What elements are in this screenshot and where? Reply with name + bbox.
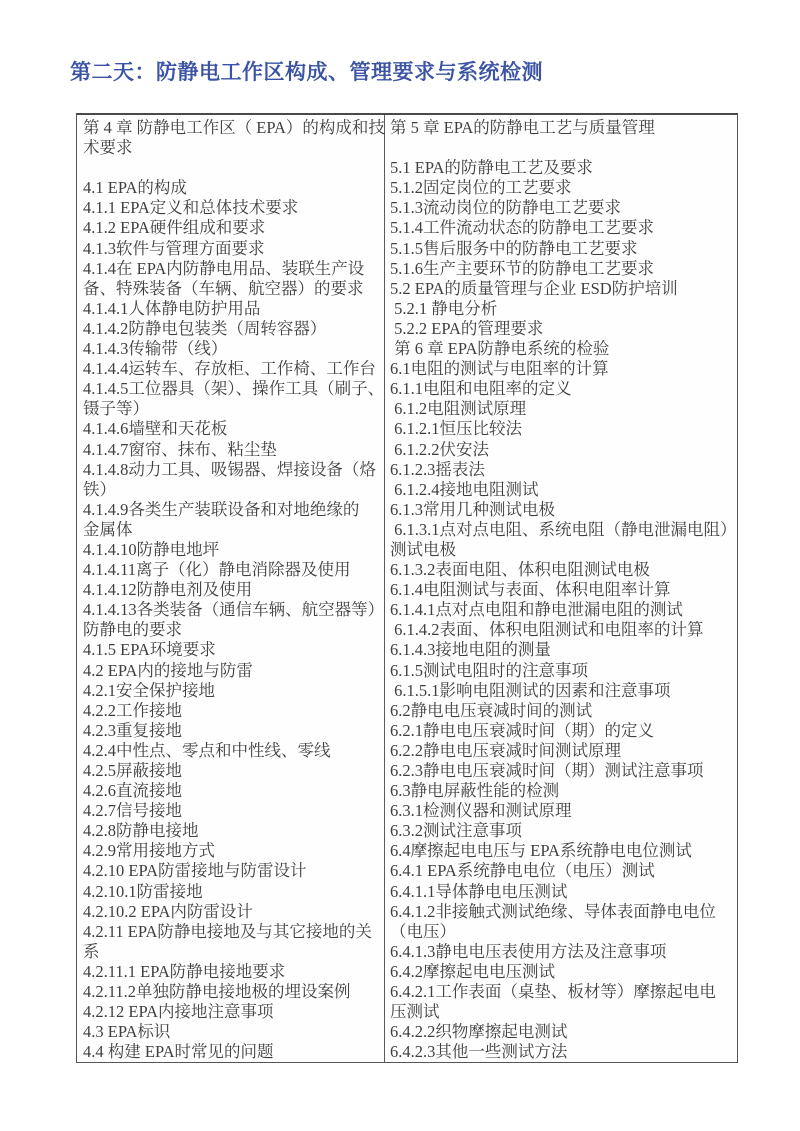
outline-line: 6.1.2电阻测试原理 (390, 399, 527, 419)
outline-line: 4.1.3软件与管理方面要求 (83, 238, 265, 258)
outline-line: 6.4摩擦起电电压与 EPA系统静电电位测试 (390, 841, 692, 861)
outline-line: 6.1.3.1点对点电阻、系统电阻（静电泄漏电阻） (390, 519, 737, 539)
outline-line: 6.1.5.1影响电阻测试的因素和注意事项 (390, 680, 671, 700)
outline-line: 4.1.4.10防静电地坪 (83, 539, 220, 559)
outline-line: 测试电极 (390, 539, 456, 559)
outline-line: 6.4.1.3静电电压表使用方法及注意事项 (390, 941, 667, 961)
outline-line: 4.1.4在 EPA内防静电用品、装联生产设 (83, 258, 365, 278)
outline-line: 4.2.7信号接地 (83, 801, 182, 821)
outline-line: 6.4.2.3其他一些测试方法 (390, 1042, 568, 1062)
outline-line: 5.1.5售后服务中的防静电工艺要求 (390, 238, 638, 258)
outline-line: 第 6 章 EPA防静电系统的检验 (390, 339, 610, 359)
outline-line: 4.1.5 EPA环境要求 (83, 640, 216, 660)
outline-line: 6.4.1.2非接触式测试绝缘、导体表面静电电位 (390, 901, 716, 921)
outline-line: 4.1.4.4运转车、存放柜、工作椅、工作台 (83, 359, 376, 379)
outline-line: 6.2.1静电电压衰减时间（期）的定义 (390, 720, 654, 740)
outline-column-chapter4 (77, 115, 385, 1062)
outline-line: 6.1.1电阻和电阻率的定义 (390, 379, 572, 399)
outline-line: 备、特殊装备（车辆、航空器）的要求 (83, 278, 364, 298)
outline-line: 4.1.4.1人体静电防护用品 (83, 298, 261, 318)
outline-line: 5.1.6生产主要环节的防静电工艺要求 (390, 258, 654, 278)
outline-line: 5.2.1 静电分析 (390, 298, 498, 318)
outline-line: 6.2静电电压衰减时间的测试 (390, 700, 593, 720)
outline-line: 4.1.4.6墙壁和天花板 (83, 419, 228, 439)
outline-line: 4.2.6直流接地 (83, 781, 182, 801)
outline-line: 金属体 (83, 519, 133, 539)
outline-line: 6.1.2.4接地电阻测试 (390, 479, 539, 499)
outline-line: 4.2.12 EPA内接地注意事项 (83, 1002, 274, 1022)
outline-line: 5.1.3流动岗位的防静电工艺要求 (390, 198, 621, 218)
outline-line: 4.2.8防静电接地 (83, 821, 199, 841)
outline-line: 6.1.4.1点对点电阻和静电泄漏电阻的测试 (390, 600, 683, 620)
outline-line: 5.2 EPA的质量管理与企业 ESD防护培训 (390, 278, 678, 298)
page-title: 第二天：防静电工作区构成、管理要求与系统检测 (70, 60, 543, 84)
outline-line: 6.4.1.1导体静电电压测试 (390, 881, 568, 901)
outline-line: 6.1.5测试电阻时的注意事项 (390, 660, 588, 680)
outline-line: 第 4 章 防静电工作区（ EPA）的构成和技 (83, 118, 385, 137)
outline-line: 4.2.10.1防雷接地 (83, 881, 203, 901)
outline-line: 6.3.2测试注意事项 (390, 821, 522, 841)
outline-line: 6.1.3.2表面电阻、体积电阻测试电极 (390, 560, 650, 580)
outline-line: 4.2.2工作接地 (83, 700, 182, 720)
outline-line: 4.1.4.12防静电剂及使用 (83, 580, 253, 600)
outline-line: 6.4.1 EPA系统静电电位（电压）测试 (390, 861, 655, 881)
outline-line: 6.1.3常用几种测试电极 (390, 499, 555, 519)
outline-line: 4.2.1安全保护接地 (83, 680, 215, 700)
outline-line: 4.2.3重复接地 (83, 720, 182, 740)
outline-line: 6.1.4电阻测试与表面、体积电阻率计算 (390, 580, 671, 600)
outline-line: 6.3.1检测仪器和测试原理 (390, 801, 572, 821)
outline-line: 4.2.11 EPA防静电接地及与其它接地的关 (83, 921, 372, 941)
outline-line: 镊子等） (83, 399, 149, 419)
outline-line: 6.1.2.2伏安法 (390, 439, 489, 459)
outline-line: 4.1.4.8动力工具、吸锡器、焊接设备（烙 (83, 459, 376, 479)
outline-line: 4.1.4.5工位器具（架）、操作工具（刷子、 (83, 379, 385, 399)
outline-line: 防静电的要求 (83, 620, 182, 640)
outline-line (390, 138, 737, 158)
outline-line: 4.2.5屏蔽接地 (83, 761, 182, 780)
outline-line: 6.1.2.1恒压比较法 (390, 419, 522, 439)
outline-line: 4.2.4中性点、零点和中性线、零线 (83, 740, 331, 760)
outline-line: 4.1.2 EPA硬件组成和要求 (83, 218, 266, 238)
outline-line: 4.1.4.13各类装备（通信车辆、航空器等） (83, 600, 385, 620)
course-outline-table (76, 113, 738, 1063)
outline-line: 5.1 EPA的防静电工艺及要求 (390, 158, 593, 178)
outline-line: 6.2.3静电电压衰减时间（期）测试注意事项 (390, 761, 704, 780)
outline-line: 系 (83, 941, 100, 961)
outline-line: 5.1.4工件流动状态的防静电工艺要求 (390, 218, 654, 238)
outline-line: 4.2.11.2单独防静电接地极的埋设案例 (83, 982, 351, 1002)
outline-line: 6.1.4.3接地电阻的测量 (390, 640, 551, 660)
outline-line: 4.1.4.11离子（化）静电消除器及使用 (83, 560, 351, 580)
outline-line: 4.1.1 EPA定义和总体技术要求 (83, 198, 299, 218)
outline-line: 6.4.2.2织物摩擦起电测试 (390, 1022, 568, 1042)
outline-line: 6.4.2摩擦起电电压测试 (390, 961, 555, 981)
outline-line: 铁） (83, 479, 116, 499)
outline-line: 6.1.4.2表面、体积电阻测试和电阻率的计算 (390, 620, 704, 640)
outline-line: 4.2 EPA内的接地与防雷 (83, 660, 253, 680)
outline-line: 4.1.4.9各类生产装联设备和对地绝缘的 (83, 499, 360, 519)
outline-line: 术要求 (83, 138, 133, 158)
outline-line (83, 158, 384, 178)
outline-line: 5.1.2固定岗位的工艺要求 (390, 178, 572, 198)
outline-line: 压测试 (390, 1002, 440, 1022)
outline-line: 4.3 EPA标识 (83, 1022, 171, 1042)
outline-line: 6.2.2静电电压衰减时间测试原理 (390, 740, 621, 760)
outline-line: 6.1.2.3摇表法 (390, 459, 485, 479)
outline-line: 4.2.11.1 EPA防静电接地要求 (83, 961, 286, 981)
outline-line: 4.2.9常用接地方式 (83, 841, 215, 861)
outline-line: 6.4.2.1工作表面（桌垫、板材等）摩擦起电电 (390, 982, 716, 1002)
outline-line: 第 5 章 EPA的防静电工艺与质量管理 (390, 118, 655, 137)
outline-line: 4.1.4.2防静电包装类（周转容器） (83, 318, 327, 338)
outline-line: 4.4 构建 EPA时常见的问题 (83, 1042, 274, 1062)
outline-line: 4.2.10 EPA防雷接地与防雷设计 (83, 861, 307, 881)
outline-line: （电压） (390, 921, 456, 941)
outline-line: 4.1.4.7窗帘、抹布、粘尘垫 (83, 439, 277, 459)
outline-line: 4.1.4.3传输带（线） (83, 339, 228, 359)
outline-line: 6.1电阻的测试与电阻率的计算 (390, 359, 609, 379)
outline-line: 4.1 EPA的构成 (83, 178, 187, 198)
outline-line: 6.3静电屏蔽性能的检测 (390, 781, 560, 801)
outline-line: 4.2.10.2 EPA内防雷设计 (83, 901, 253, 921)
outline-column-chapter5-6 (385, 115, 737, 1062)
outline-line: 5.2.2 EPA的管理要求 (390, 318, 544, 338)
